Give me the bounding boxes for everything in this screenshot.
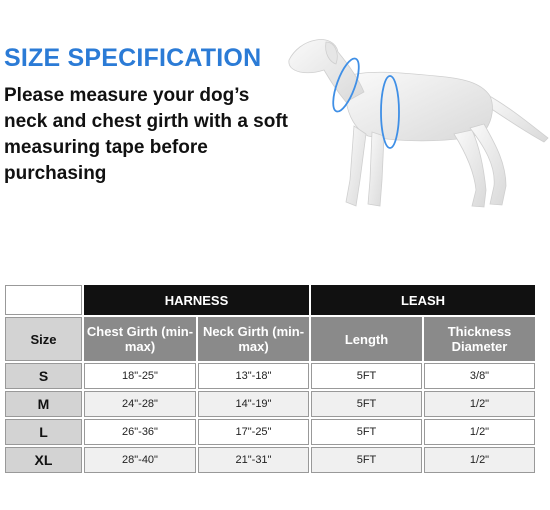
thickness-cell: 1/2" xyxy=(424,391,535,417)
neck-girth-cell: 17"-25" xyxy=(198,419,309,445)
length-cell: 5FT xyxy=(311,391,422,417)
thickness-cell: 1/2" xyxy=(424,419,535,445)
length-cell: 5FT xyxy=(311,447,422,473)
size-specification-table xyxy=(3,283,537,475)
size-cell: XL xyxy=(5,447,82,473)
table-row xyxy=(5,447,535,473)
size-column-header: Size xyxy=(5,317,82,361)
empty-corner-cell xyxy=(5,285,82,315)
size-cell: M xyxy=(5,391,82,417)
chest-girth-header: Chest Girth (min-max) xyxy=(84,317,196,361)
thickness-cell: 1/2" xyxy=(424,447,535,473)
group-header-row xyxy=(5,285,535,315)
thickness-diameter-header: Thickness Diameter xyxy=(424,317,535,361)
chest-girth-cell: 18"-25" xyxy=(84,363,196,389)
leash-group-header: LEASH xyxy=(311,285,535,315)
length-header: Length xyxy=(311,317,422,361)
length-cell: 5FT xyxy=(311,363,422,389)
column-header-row xyxy=(5,317,535,361)
neck-girth-cell: 14"-19" xyxy=(198,391,309,417)
table-row xyxy=(5,363,535,389)
chest-girth-cell: 28"-40" xyxy=(84,447,196,473)
neck-girth-cell: 13"-18" xyxy=(198,363,309,389)
harness-group-header: HARNESS xyxy=(84,285,309,315)
table-row xyxy=(5,391,535,417)
chest-girth-cell: 26"-36" xyxy=(84,419,196,445)
measuring-instructions: Please measure your dog’s neck and chest girth with a soft measuring tape before purchasing xyxy=(4,85,288,184)
size-cell: L xyxy=(5,419,82,445)
neck-girth-header: Neck Girth (min-max) xyxy=(198,317,309,361)
neck-girth-cell: 21"-31" xyxy=(198,447,309,473)
thickness-cell: 3/8" xyxy=(424,363,535,389)
page-title: SIZE SPECIFICATION xyxy=(4,44,262,72)
size-cell: S xyxy=(5,363,82,389)
length-cell: 5FT xyxy=(311,419,422,445)
chest-girth-cell: 24"-28" xyxy=(84,391,196,417)
table-row xyxy=(5,419,535,445)
dog-illustration xyxy=(286,30,550,220)
